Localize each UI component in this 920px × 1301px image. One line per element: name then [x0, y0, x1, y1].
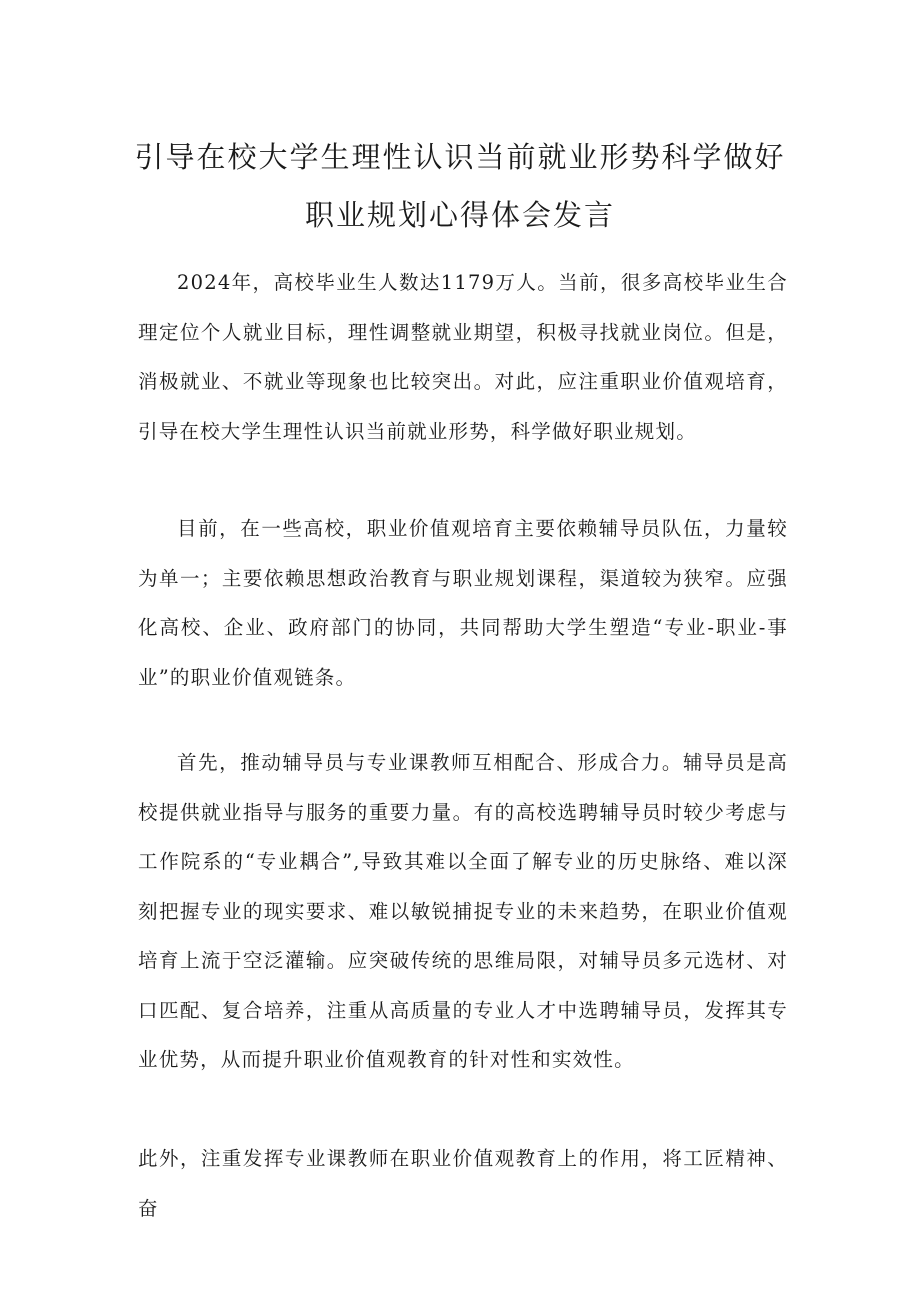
- paragraph-2: 目前，在一些高校，职业价值观培育主要依赖辅导员队伍，力量较为单一；主要依赖思想政治教育与职业规划课程，渠道较为狭窄。应强化高校、企业、政府部门的协同，共同帮助大学生塑造“专业-职业-事业”的职业价值观链条。: [138, 517, 788, 689]
- document-title: 引导在校大学生理性认识当前就业形势科学做好职业规划心得体会发言: [134, 140, 786, 232]
- paragraph-4: 此外，注重发挥专业课教师在职业价值观教育上的作用，将工匠精神、奋: [138, 1147, 788, 1220]
- paragraph-1: 2024年，高校毕业生人数达1179万人。当前，很多高校毕业生合理定位个人就业目标，理性调整就业期望，积极寻找就业岗位。但是，消极就业、不就业等现象也比较突出。对此，应注重职业价值观培育，引导在校大学生理性认识当前就业形势，科学做好职业规划。: [138, 271, 788, 443]
- paragraph-3: 首先，推动辅导员与专业课教师互相配合、形成合力。辅导员是高校提供就业指导与服务的重要力量。有的高校选聘辅导员时较少考虑与工作院系的“专业耦合”,导致其难以全面了解专业的历史脉络、难以深刻把握专业的现实要求、难以敏锐捕捉专业的未来趋势，在职业价值观培育上流于空泛灌输。应突破传统的思维局限，对辅导员多元选材、对口匹配、复合培养，注重从高质量的专业人才中选聘辅导员，发挥其专业优势，从而提升职业价值观教育的针对性和实效性。: [138, 751, 788, 1071]
